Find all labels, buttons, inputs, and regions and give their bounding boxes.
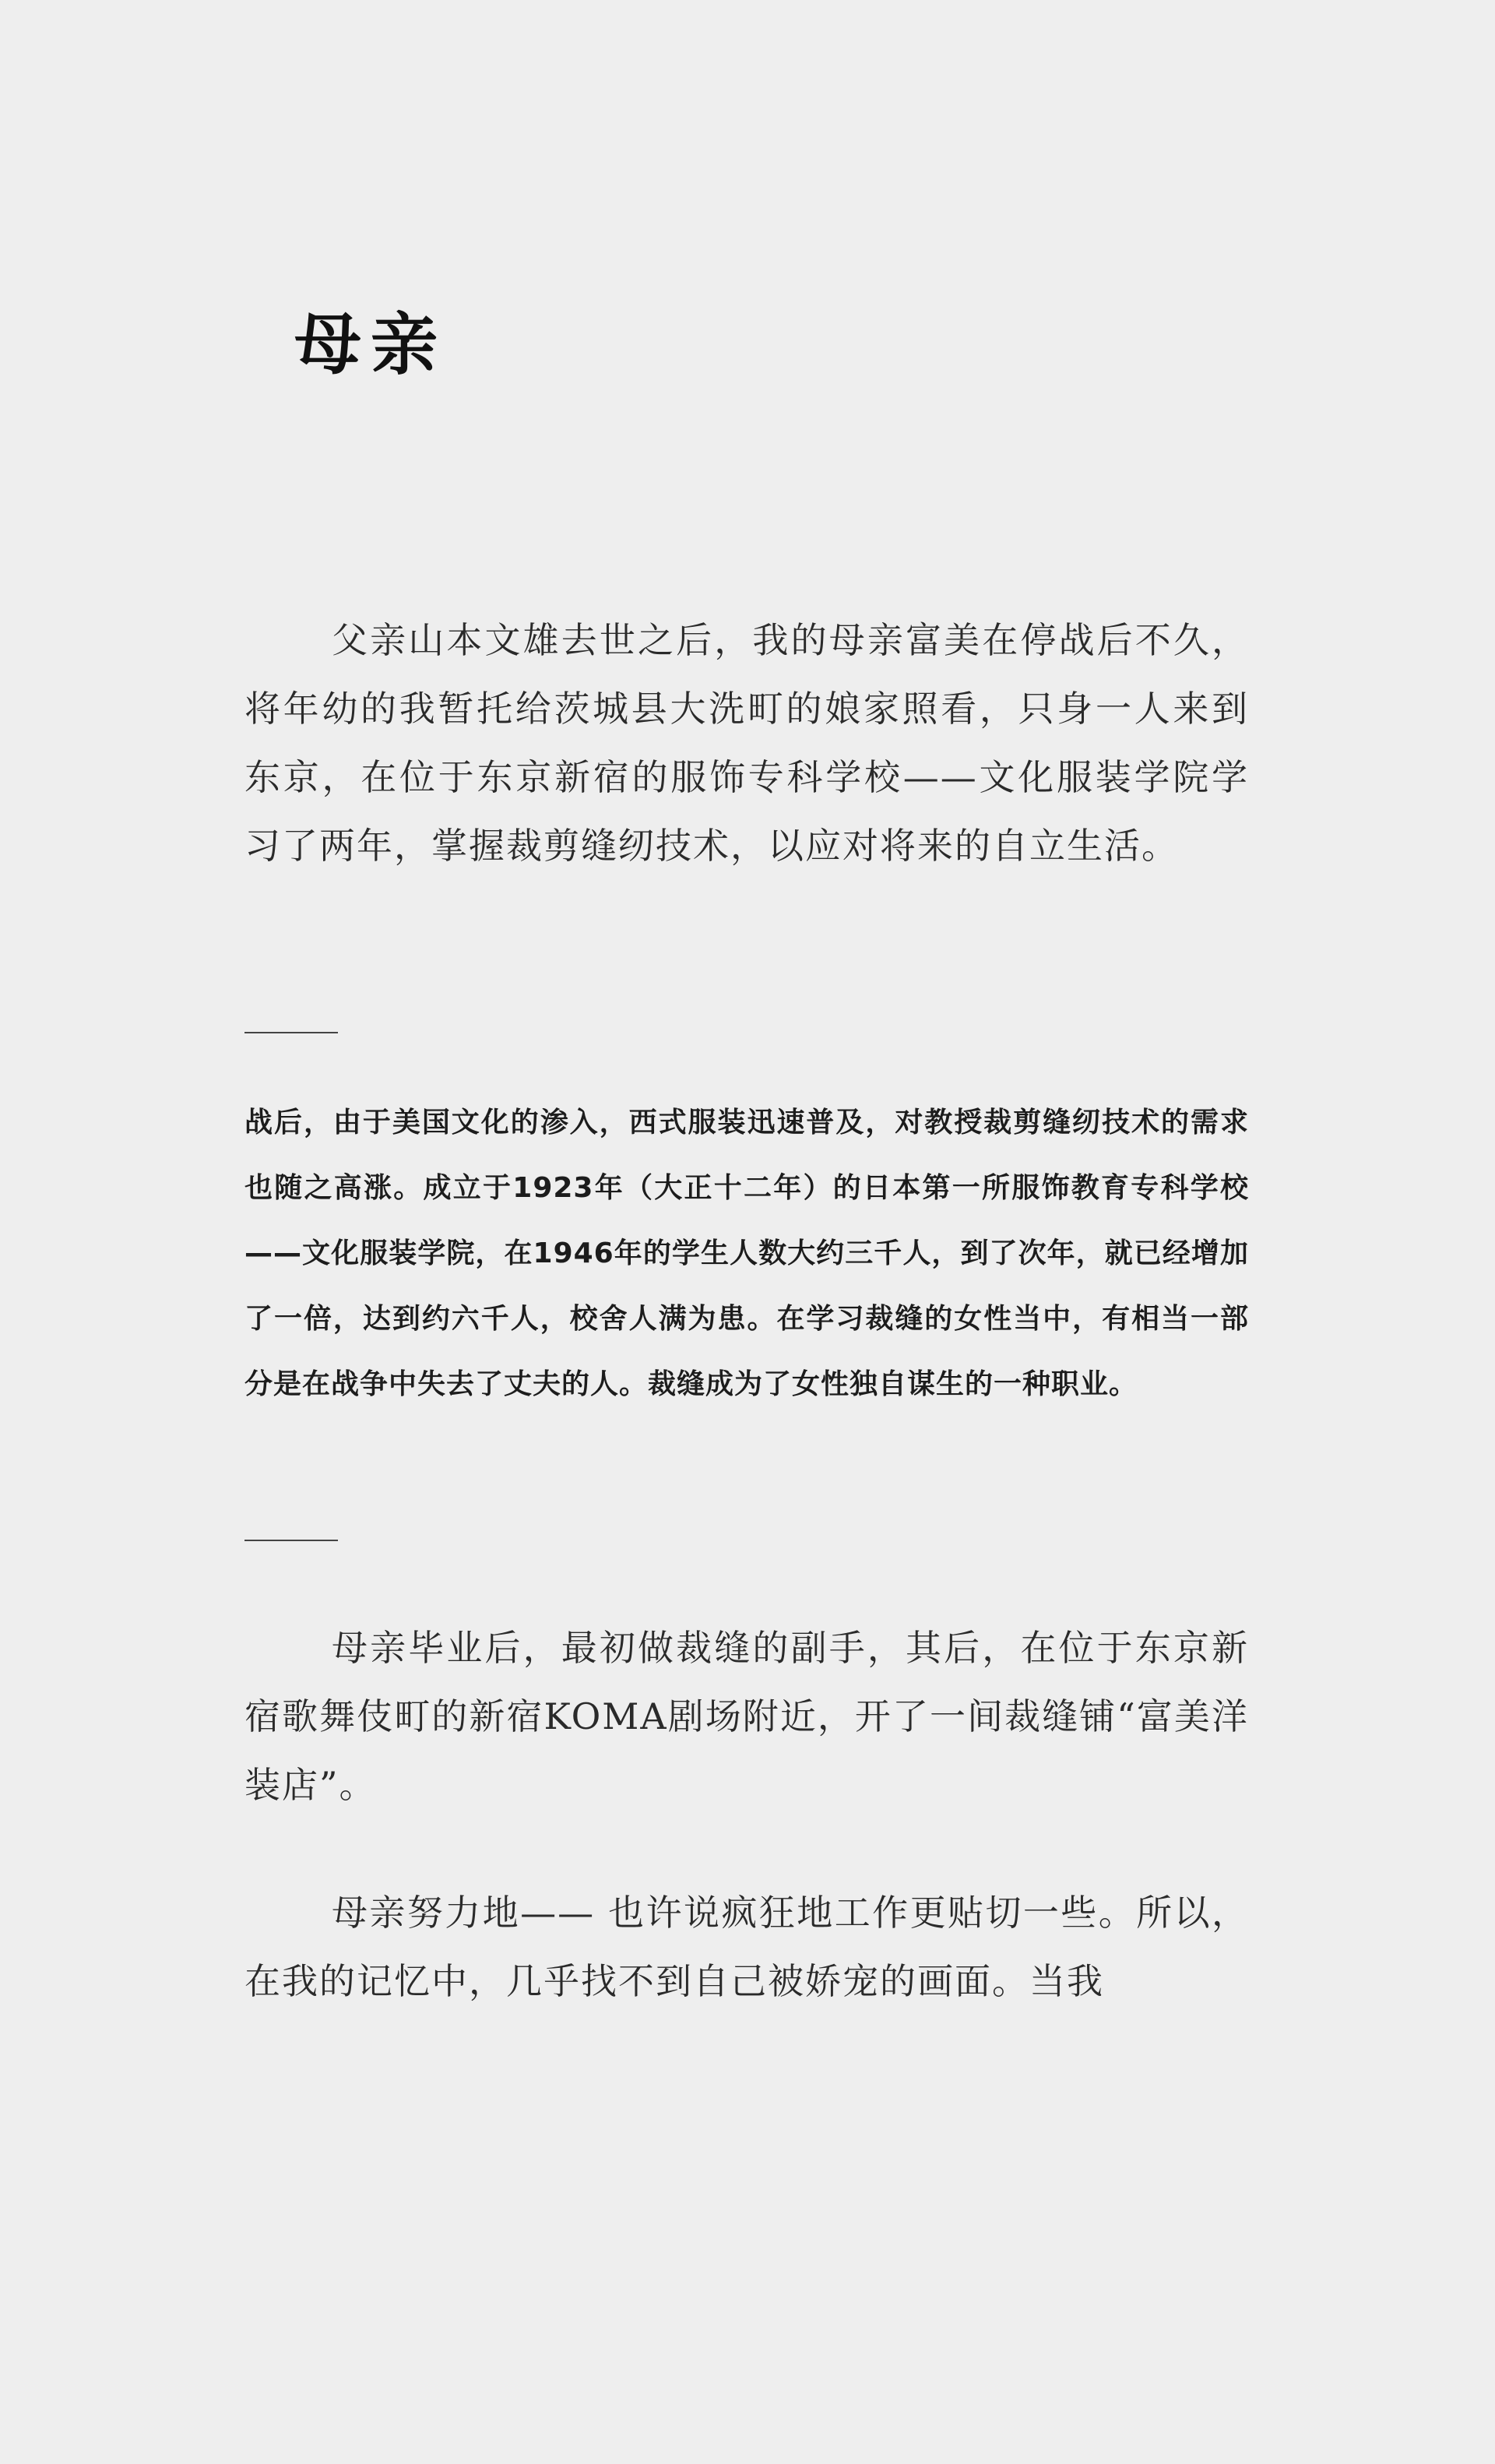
chapter-title: 母亲 [294,305,447,384]
historical-note: 战后，由于美国文化的渗入，西式服装迅速普及，对教授裁剪缝纫技术的需求也随之高涨。成立于1923年（大正十二年）的日本第一所服饰教育专科学校——文化服装学院，在1946年的学生人数大约三千人，到了次年，就已经增加了一倍，达到约六千人，校舍人满为患。在学习裁缝的女性当中，有相当一部分是在战争中失去了丈夫的人。裁缝成为了女性独自谋生的一种职业。 [244,1107,1249,1400]
body-paragraph-1: 父亲山本文雄去世之后，我的母亲富美在停战后不久，将年幼的我暂托给茨城县大洗町的娘家照看，只身一人来到东京，在位于东京新宿的服饰专科学校——文化服装学院学习了两年，掌握裁剪缝纫技术，以应对将来的自立生活。 [244,619,1249,867]
note-divider-top [244,1032,338,1033]
body-paragraph-3: 母亲努力地—— 也许说疯狂地工作更贴切一些。所以，在我的记忆中，几乎找不到自己被娇宠的画面。当我 [244,1892,1249,2002]
body-paragraph-2: 母亲毕业后，最初做裁缝的副手，其后，在位于东京新宿歌舞伎町的新宿KOMA剧场附近，开了一间裁缝铺“富美洋装店”。 [244,1627,1249,1806]
note-divider-bottom [244,1540,338,1541]
